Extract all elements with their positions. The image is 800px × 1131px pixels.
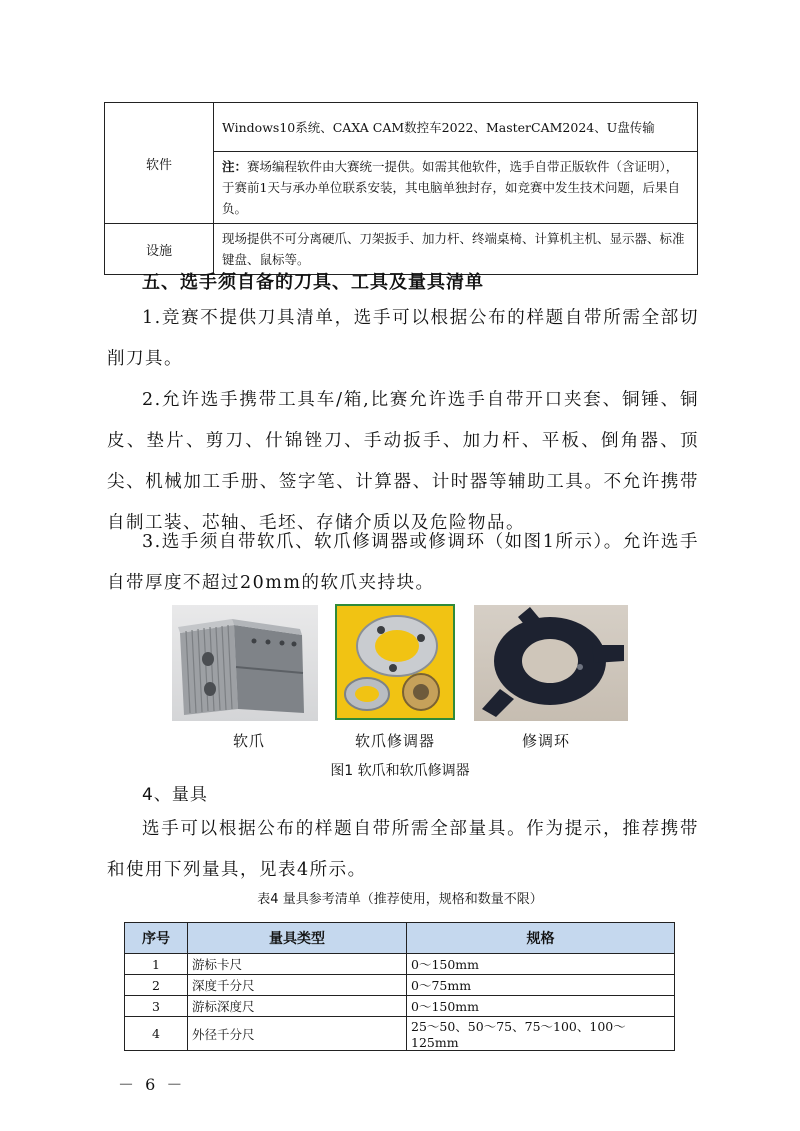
page-number: － 6 － [118, 1075, 186, 1094]
section-title: 五、选手须自备的刀具、工具及量具清单 [142, 272, 484, 293]
row-spec: 25～50、50～75、75～100、100～125mm [407, 1017, 675, 1051]
facility-row [105, 224, 698, 275]
gauge-table-header [125, 923, 675, 954]
soft-jaw-adjuster-photo [335, 604, 455, 720]
row-spec: 0～75mm [407, 975, 675, 996]
header-type: 量具类型 [188, 923, 407, 954]
software-label: 软件 [105, 103, 214, 224]
adjust-ring-photo [474, 605, 628, 721]
subsection-4-title: 4、量具 [142, 785, 208, 805]
row-index: 4 [125, 1017, 188, 1051]
facility-text: 现场提供不可分离硬爪、刀架扳手、加力杆、终端桌椅、计算机主机、显示器、标准键盘、鼠标等。 [214, 224, 698, 275]
header-index: 序号 [125, 923, 188, 954]
caption-soft-jaw-adjuster: 软爪修调器 [355, 732, 436, 750]
software-list: Windows10系统、CAXA CAM数控车2022、MasterCAM2024、U盘传输 [214, 103, 698, 152]
row-type: 游标卡尺 [188, 954, 407, 975]
row-spec: 0～150mm [407, 996, 675, 1017]
note-text: 赛场编程软件由大赛统一提供。如需其他软件，选手自带正版软件（含证明），于赛前1天与承办单位联系安装，其电脑单独封存，如竞赛中发生技术问题，后果自负。 [222, 159, 680, 216]
software-facility-table [104, 102, 698, 275]
facility-label: 设施 [105, 224, 214, 275]
paragraph-3: 3.选手须自带软爪、软爪修调器或修调环（如图1所示）。允许选手自带厚度不超过20mm的软爪夹持块。 [107, 532, 699, 593]
table-row [125, 1017, 675, 1051]
header-spec: 规格 [407, 923, 675, 954]
row-index: 3 [125, 996, 188, 1017]
caption-soft-jaw: 软爪 [233, 732, 266, 750]
paragraph-1: 1.竞赛不提供刀具清单，选手可以根据公布的样题自带所需全部切削刀具。 [107, 308, 699, 369]
paragraph-2: 2.允许选手携带工具车/箱,比赛允许选手自带开口夹套、铜锤、铜皮、垫片、剪刀、什锦锉刀、手动扳手、加力杆、平板、倒角器、顶尖、机械加工手册、签字笔、计算器、计时器等辅助工具。不允许携带自制工装、芯轴、毛坯、存储介质以及危险物品。 [107, 390, 699, 533]
soft-jaw-photo [172, 605, 318, 721]
row-spec: 0～150mm [407, 954, 675, 975]
row-type: 游标深度尺 [188, 996, 407, 1017]
software-note [214, 152, 698, 224]
paragraph-4: 选手可以根据公布的样题自带所需全部量具。作为提示，推荐携带和使用下列量具，见表4所示。 [107, 819, 699, 880]
gauge-table [124, 922, 675, 1051]
figure-title: 图1 软爪和软爪修调器 [330, 763, 470, 779]
row-type: 深度千分尺 [188, 975, 407, 996]
table-4-caption: 表4 量具参考清单（推荐使用，规格和数量不限） [257, 892, 543, 907]
table-row [125, 996, 675, 1017]
table-row [125, 954, 675, 975]
table-row [125, 975, 675, 996]
row-index: 2 [125, 975, 188, 996]
software-row-1 [105, 103, 698, 152]
note-label: 注： [222, 159, 248, 174]
row-index: 1 [125, 954, 188, 975]
caption-adjust-ring: 修调环 [522, 732, 571, 750]
row-type: 外径千分尺 [188, 1017, 407, 1051]
